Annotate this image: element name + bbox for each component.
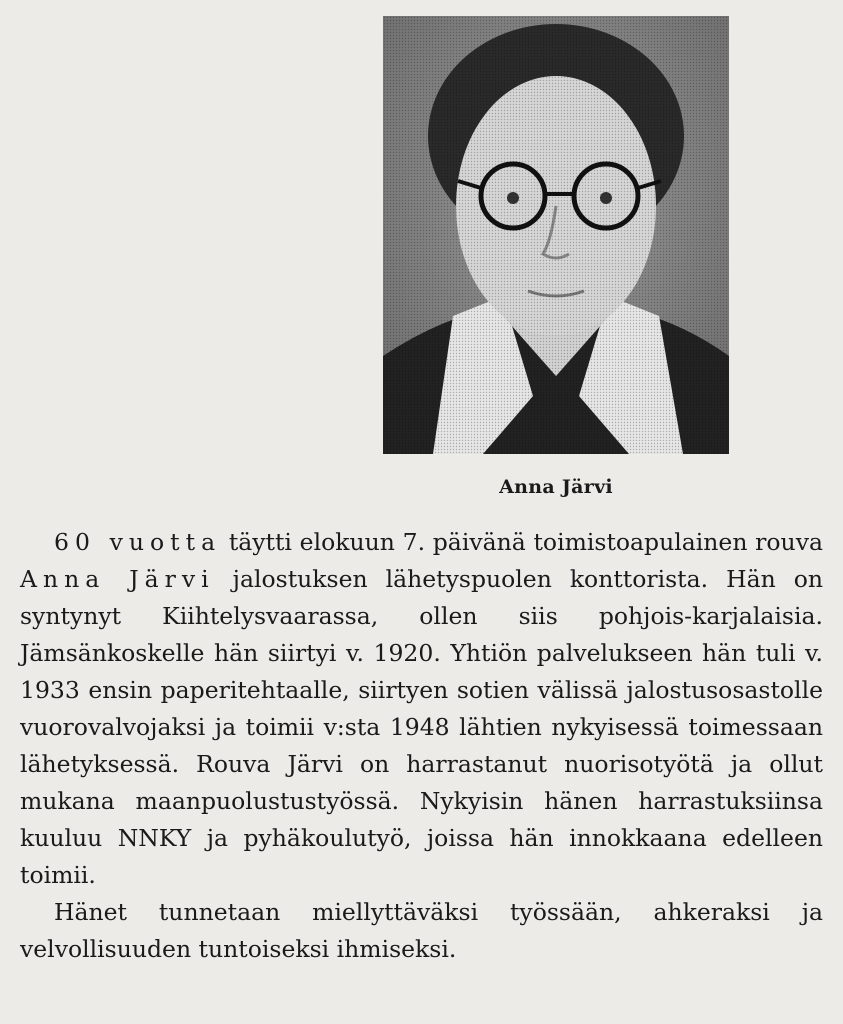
paragraph-1-text-a: täytti elokuun 7. päivänä toimistoapulainen rouva — [221, 528, 823, 556]
paragraph-1-text-b: jalostuksen lähetyspuolen konttorista. Hän on syntynyt Kiihtelysvaarassa, ollen siis pohjois-karjalaisia. Jämsänkoskelle hän siirtyi v. 1920. Yhtiön palvelukseen hän tuli v. 1933 ensin paperitehtaalle, siirtyen sotien välissä jalostusosastolle vuorovalvojaksi ja toimii v:sta 1948 lähtien nykyisessä toimessaan lähetyksessä. Rouva Järvi on harrastanut nuorisotyötä ja ollut mukana maanpuolustustyössä. Nykyisin hänen harrastuksiinsa kuuluu NNKY ja pyhäkoulutyö, joissa hän innokkaana edelleen toimii. — [20, 565, 823, 889]
article-body — [20, 524, 823, 968]
person-name: Anna Järvi — [20, 565, 215, 593]
portrait-image — [383, 16, 729, 454]
age-lead: 60 vuotta — [54, 528, 222, 556]
portrait-photo — [383, 16, 729, 454]
article-paragraph-2: Hänet tunnetaan miellyttäväksi työssään, ahkeraksi ja velvollisuuden tuntoiseksi ihmiseksi. — [20, 898, 823, 963]
article-paragraph-1 — [20, 524, 823, 894]
photo-caption: Anna Järvi — [499, 476, 613, 498]
